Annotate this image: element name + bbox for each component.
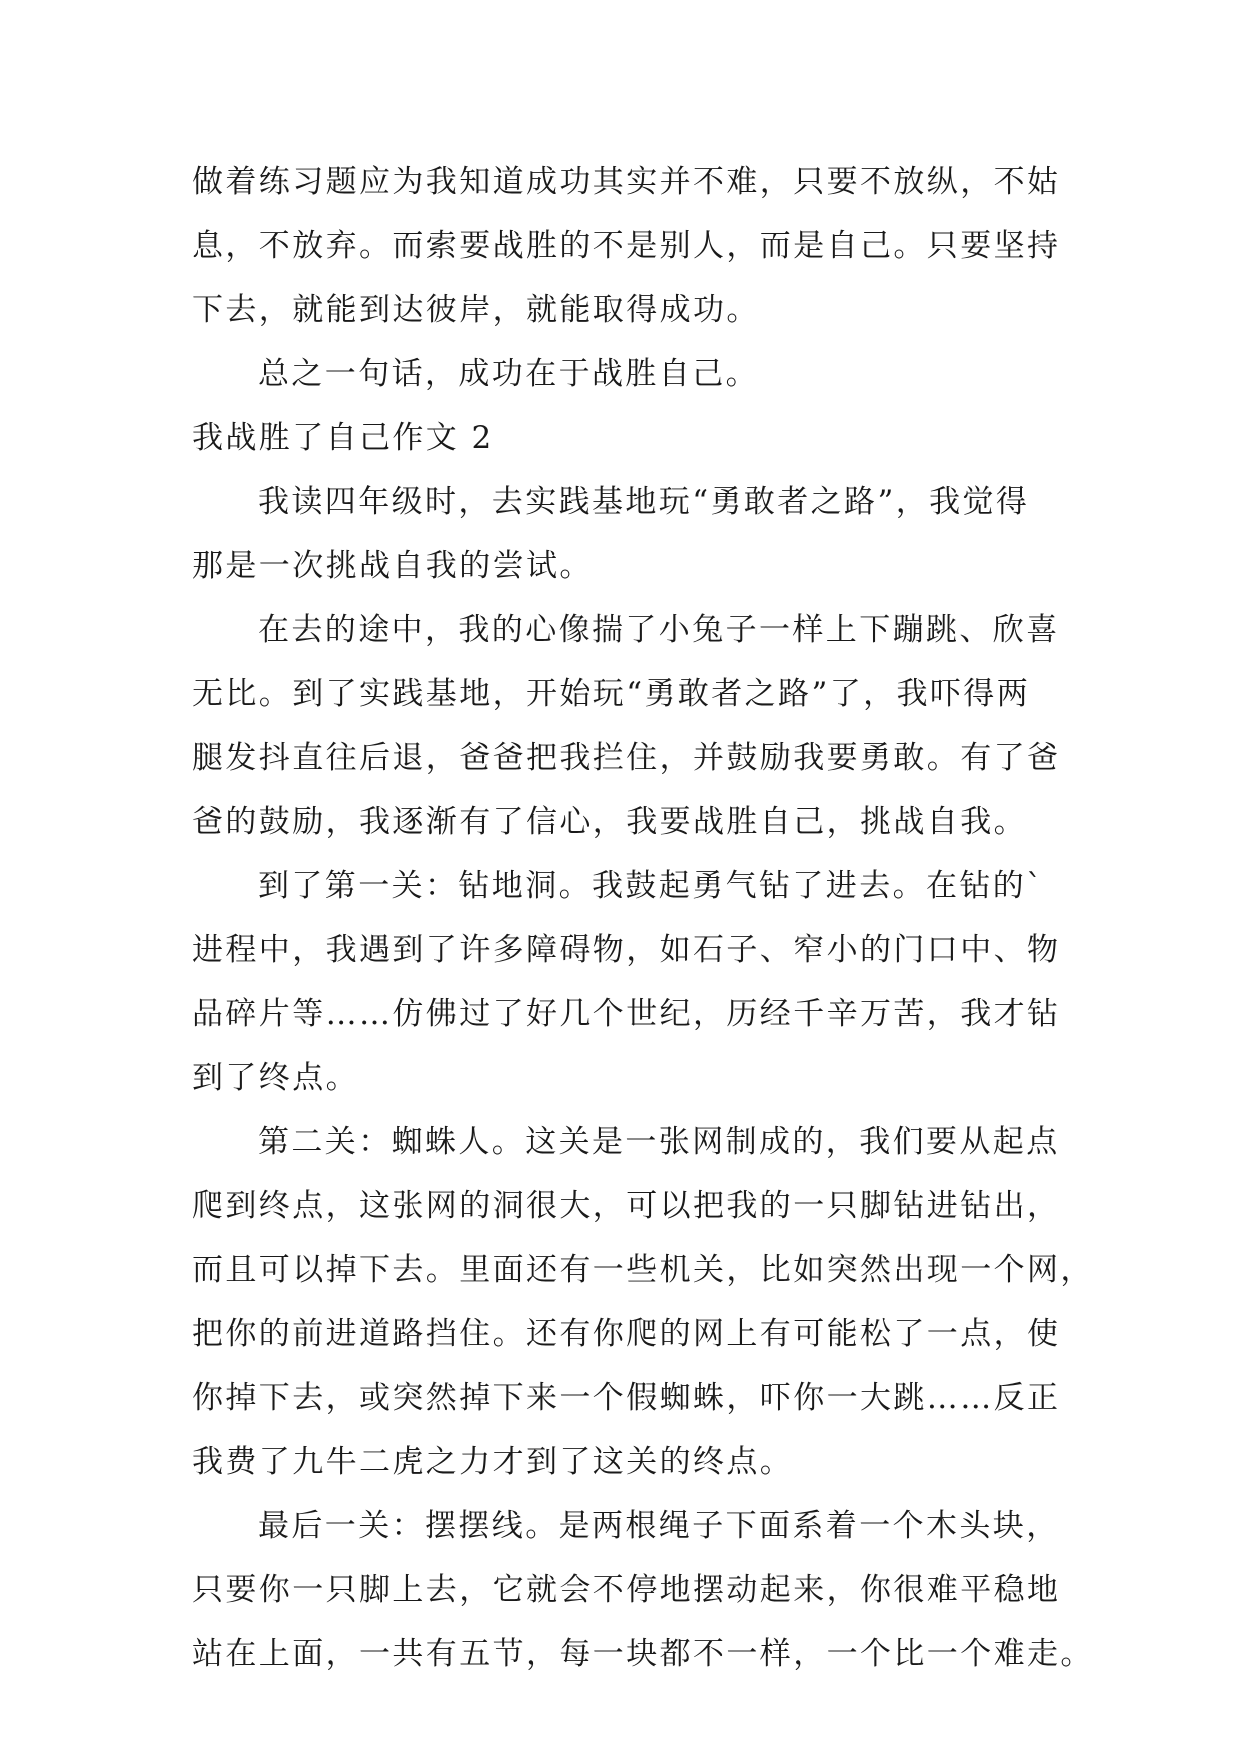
paragraph-line: 进程中，我遇到了许多障碍物，如石子、窄小的门口中、物 — [192, 932, 1061, 968]
paragraph-line: 最后一关：摆摆线。是两根绳子下面系着一个木头块， — [258, 1508, 1060, 1544]
paragraph-line: 爬到终点，这张网的洞很大，可以把我的一只脚钻进钻出， — [192, 1188, 1061, 1224]
paragraph-line: 只要你一只脚上去，它就会不停地摆动起来，你很难平稳地 — [192, 1572, 1061, 1608]
document-body — [192, 150, 1094, 1686]
paragraph-line: 在去的途中，我的心像揣了小兔子一样上下蹦跳、欣喜 — [258, 612, 1060, 648]
paragraph-line: 无比。到了实践基地，开始玩“勇敢者之路”了，我吓得两 — [192, 676, 1031, 712]
essay-heading: 我战胜了自己作文 2 — [192, 420, 494, 456]
paragraph-line: 腿发抖直往后退，爸爸把我拦住，并鼓励我要勇敢。有了爸 — [192, 740, 1061, 776]
paragraph-line: 那是一次挑战自我的尝试。 — [192, 548, 593, 584]
paragraph-line: 把你的前进道路挡住。还有你爬的网上有可能松了一点，使 — [192, 1316, 1061, 1352]
paragraph-line: 站在上面，一共有五节，每一块都不一样，一个比一个难走。 — [192, 1636, 1094, 1672]
paragraph-line: 爸的鼓励，我逐渐有了信心，我要战胜自己，挑战自我。 — [192, 804, 1027, 840]
paragraph-line: 我费了九牛二虎之力才到了这关的终点。 — [192, 1444, 794, 1480]
paragraph-line: 而且可以掉下去。里面还有一些机关，比如突然出现一个网， — [192, 1252, 1094, 1288]
paragraph-line: 到了终点。 — [192, 1060, 359, 1096]
paragraph-line: 第二关：蜘蛛人。这关是一张网制成的，我们要从起点 — [258, 1124, 1060, 1160]
paragraph-line: 总之一句话，成功在于战胜自己。 — [258, 356, 759, 392]
paragraph-line: 你掉下去，或突然掉下来一个假蜘蛛，吓你一大跳……反正 — [192, 1380, 1061, 1416]
paragraph-line: 到了第一关：钻地洞。我鼓起勇气钻了进去。在钻的` — [258, 868, 1045, 904]
paragraph-line: 息，不放弃。而索要战胜的不是别人，而是自己。只要坚持 — [192, 228, 1061, 264]
paragraph-line: 下去，就能到达彼岸，就能取得成功。 — [192, 292, 760, 328]
paragraph-line: 品碎片等……仿佛过了好几个世纪，历经千辛万苦，我才钻 — [192, 996, 1061, 1032]
paragraph-line: 做着练习题应为我知道成功其实并不难，只要不放纵，不姑 — [192, 164, 1061, 200]
paragraph-line: 我读四年级时，去实践基地玩“勇敢者之路”，我觉得 — [258, 484, 1030, 520]
